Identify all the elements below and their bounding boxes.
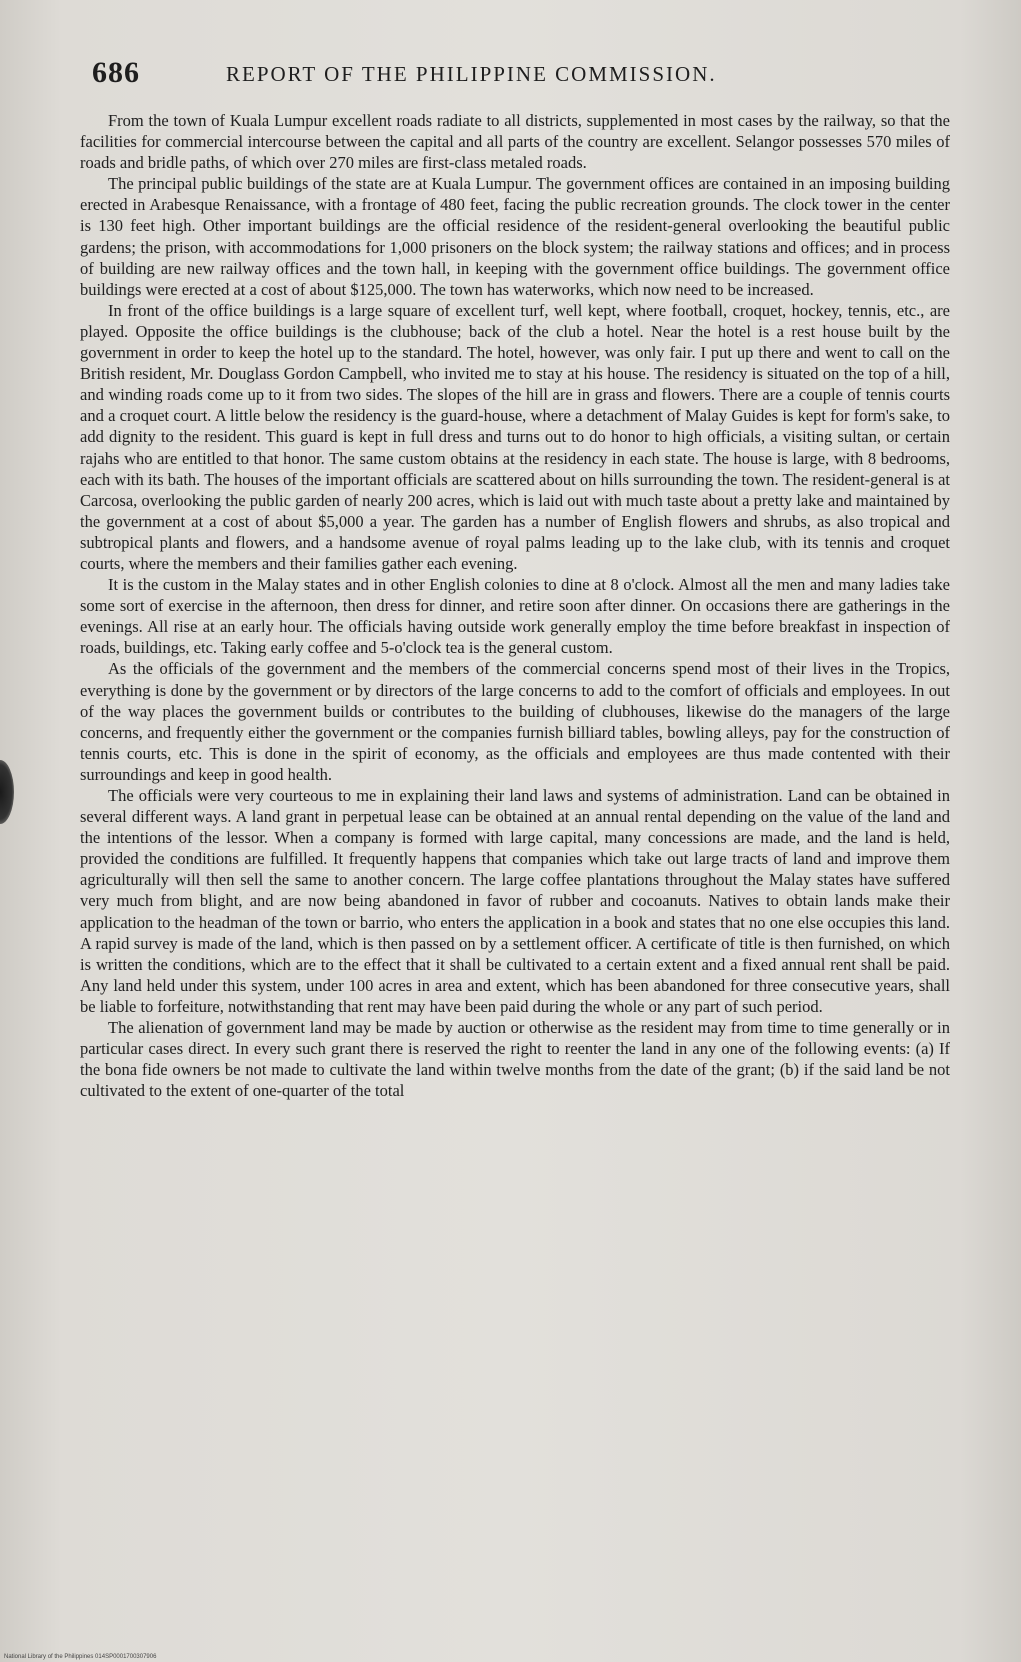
paragraph-public-buildings: The principal public buildings of the state are at Kuala Lumpur. The government offices are contained in an imposing building erected in Arabesque Renaissance, with a frontage of 480 feet, facing the public recreation grounds. The clock tower in the center is 130 feet high. Other important buildings are the official residence of the resident-general overlooking the beautiful public gardens; the prison, with accommodations for 1,000 prisoners on the block system; the railway stations and offices; and in process of building are new railway offices and the town hall, in keeping with the government office buildings. The government office buildings were erected at a cost of about $125,000. The town has waterworks, which now need to be increased. xyxy=(80,174,950,299)
body-text xyxy=(80,110,950,1101)
paragraph-residency: In front of the office buildings is a large square of excellent turf, well kept, where football, croquet, hockey, tennis, etc., are played. Opposite the office buildings is the clubhouse; back of the club a hotel. Near the hotel is a rest house built by the government in order to keep the hotel up to the standard. The hotel, however, was only fair. I put up there and went to call on the British resident, Mr. Douglass Gordon Campbell, who invited me to stay at his house. The residency is situated on the top of a hill, and winding roads come up to it from two sides. The slopes of the hill are in grass and flowers. There are a couple of tennis courts and a croquet court. A little below the residency is the guard-house, where a detachment of Malay Guides is kept for form's sake, to add dignity to the resident. This guard is kept in full dress and turns out to do honor to high officials, a visiting sultan, or certain rajahs who are entitled to that honor. The same custom obtains at the residency in each state. The house is large, with 8 bedrooms, each with its bath. The houses of the important officials are scattered about on hills surrounding the town. The resident-general is at Carcosa, overlooking the public garden of nearly 200 acres, which is laid out with much taste about a pretty lake and maintained by the government at a cost of about $5,000 a year. The garden has a number of English flowers and shrubs, as also tropical and subtropical plants and flowers, and a handsome avenue of royal palms leading up to the lake club, with its tennis and croquet courts, where the members and their families gather each evening. xyxy=(80,300,950,573)
page-number: 686 xyxy=(92,56,140,89)
running-title: REPORT OF THE PHILIPPINE COMMISSION. xyxy=(226,62,717,86)
paragraph-roads: From the town of Kuala Lumpur excellent roads radiate to all districts, supplemented in most cases by the railway, so that the facilities for commercial intercourse between the capital and all parts of the country are excellent. Selangor possesses 570 miles of roads and bridle paths, of which over 270 miles are first-class metaled roads. xyxy=(80,111,950,173)
paragraph-customs: It is the custom in the Malay states and in other English colonies to dine at 8 o'clock. Almost all the men and many ladies take some sort of exercise in the afternoon, then dress for dinner, and retire soon after dinner. On occasions there are gatherings in the evenings. All rise at an early hour. The officials having outside work generally employ the time before breakfast in inspection of roads, buildings, etc. Taking early coffee and 5-o'clock tea is the general custom. xyxy=(80,575,950,658)
paragraph-alienation: The alienation of government land may be made by auction or otherwise as the resident may from time to time generally or in particular cases direct. In every such grant there is reserved the right to reenter the land in any one of the following events: (a) If the bona fide owners be not made to cultivate the land within twelve months from the date of the grant; (b) if the said land be not cultivated to the extent of one-quarter of the total xyxy=(80,1018,950,1101)
paragraph-land-laws: The officials were very courteous to me in explaining their land laws and systems of administration. Land can be obtained in several different ways. A land grant in perpetual lease can be obtained at an annual rental depending on the value of the land and the intentions of the lessor. When a company is formed with large capital, many concessions are made, and the land is held, provided the conditions are fulfilled. It frequently happens that companies which take out large tracts of land and improve them agriculturally will then sell the same to another concern. The large coffee plantations throughout the Malay states have suffered very much from blight, and are now being abandoned in favor of rubber and cocoanuts. Natives to obtain lands make their application to the headman of the town or barrio, who enters the application in a book and states that no one else occupies this land. A rapid survey is made of the land, which is then passed on by a settlement officer. A certificate of title is then furnished, on which is written the conditions, which are to the effect that it shall be cultivated to a certain extent and a fixed annual rent shall be paid. Any land held under this system, under 100 acres in area and extent, which has been abandoned for three consecutive years, shall be liable to forfeiture, notwithstanding that rent may have been paid during the whole or any part of such period. xyxy=(80,786,950,1016)
library-footer: National Library of the Philippines 014SP0001700307906 xyxy=(4,1654,157,1660)
paragraph-comfort: As the officials of the government and the members of the commercial concerns spend most of their lives in the Tropics, everything is done by the government or by directors of the large concerns to add to the comfort of officials and employees. In out of the way places the government builds or contributes to the building of clubhouses, likewise do the managers of the large concerns, and frequently either the government or the companies furnish billiard tables, bowling alleys, pay for the construction of tennis courts, etc. This is done in the spirit of economy, as the officials and employees are thus made contented with their surroundings and keep in good health. xyxy=(80,659,950,784)
binding-shadow xyxy=(0,760,14,824)
page-header xyxy=(92,56,922,96)
